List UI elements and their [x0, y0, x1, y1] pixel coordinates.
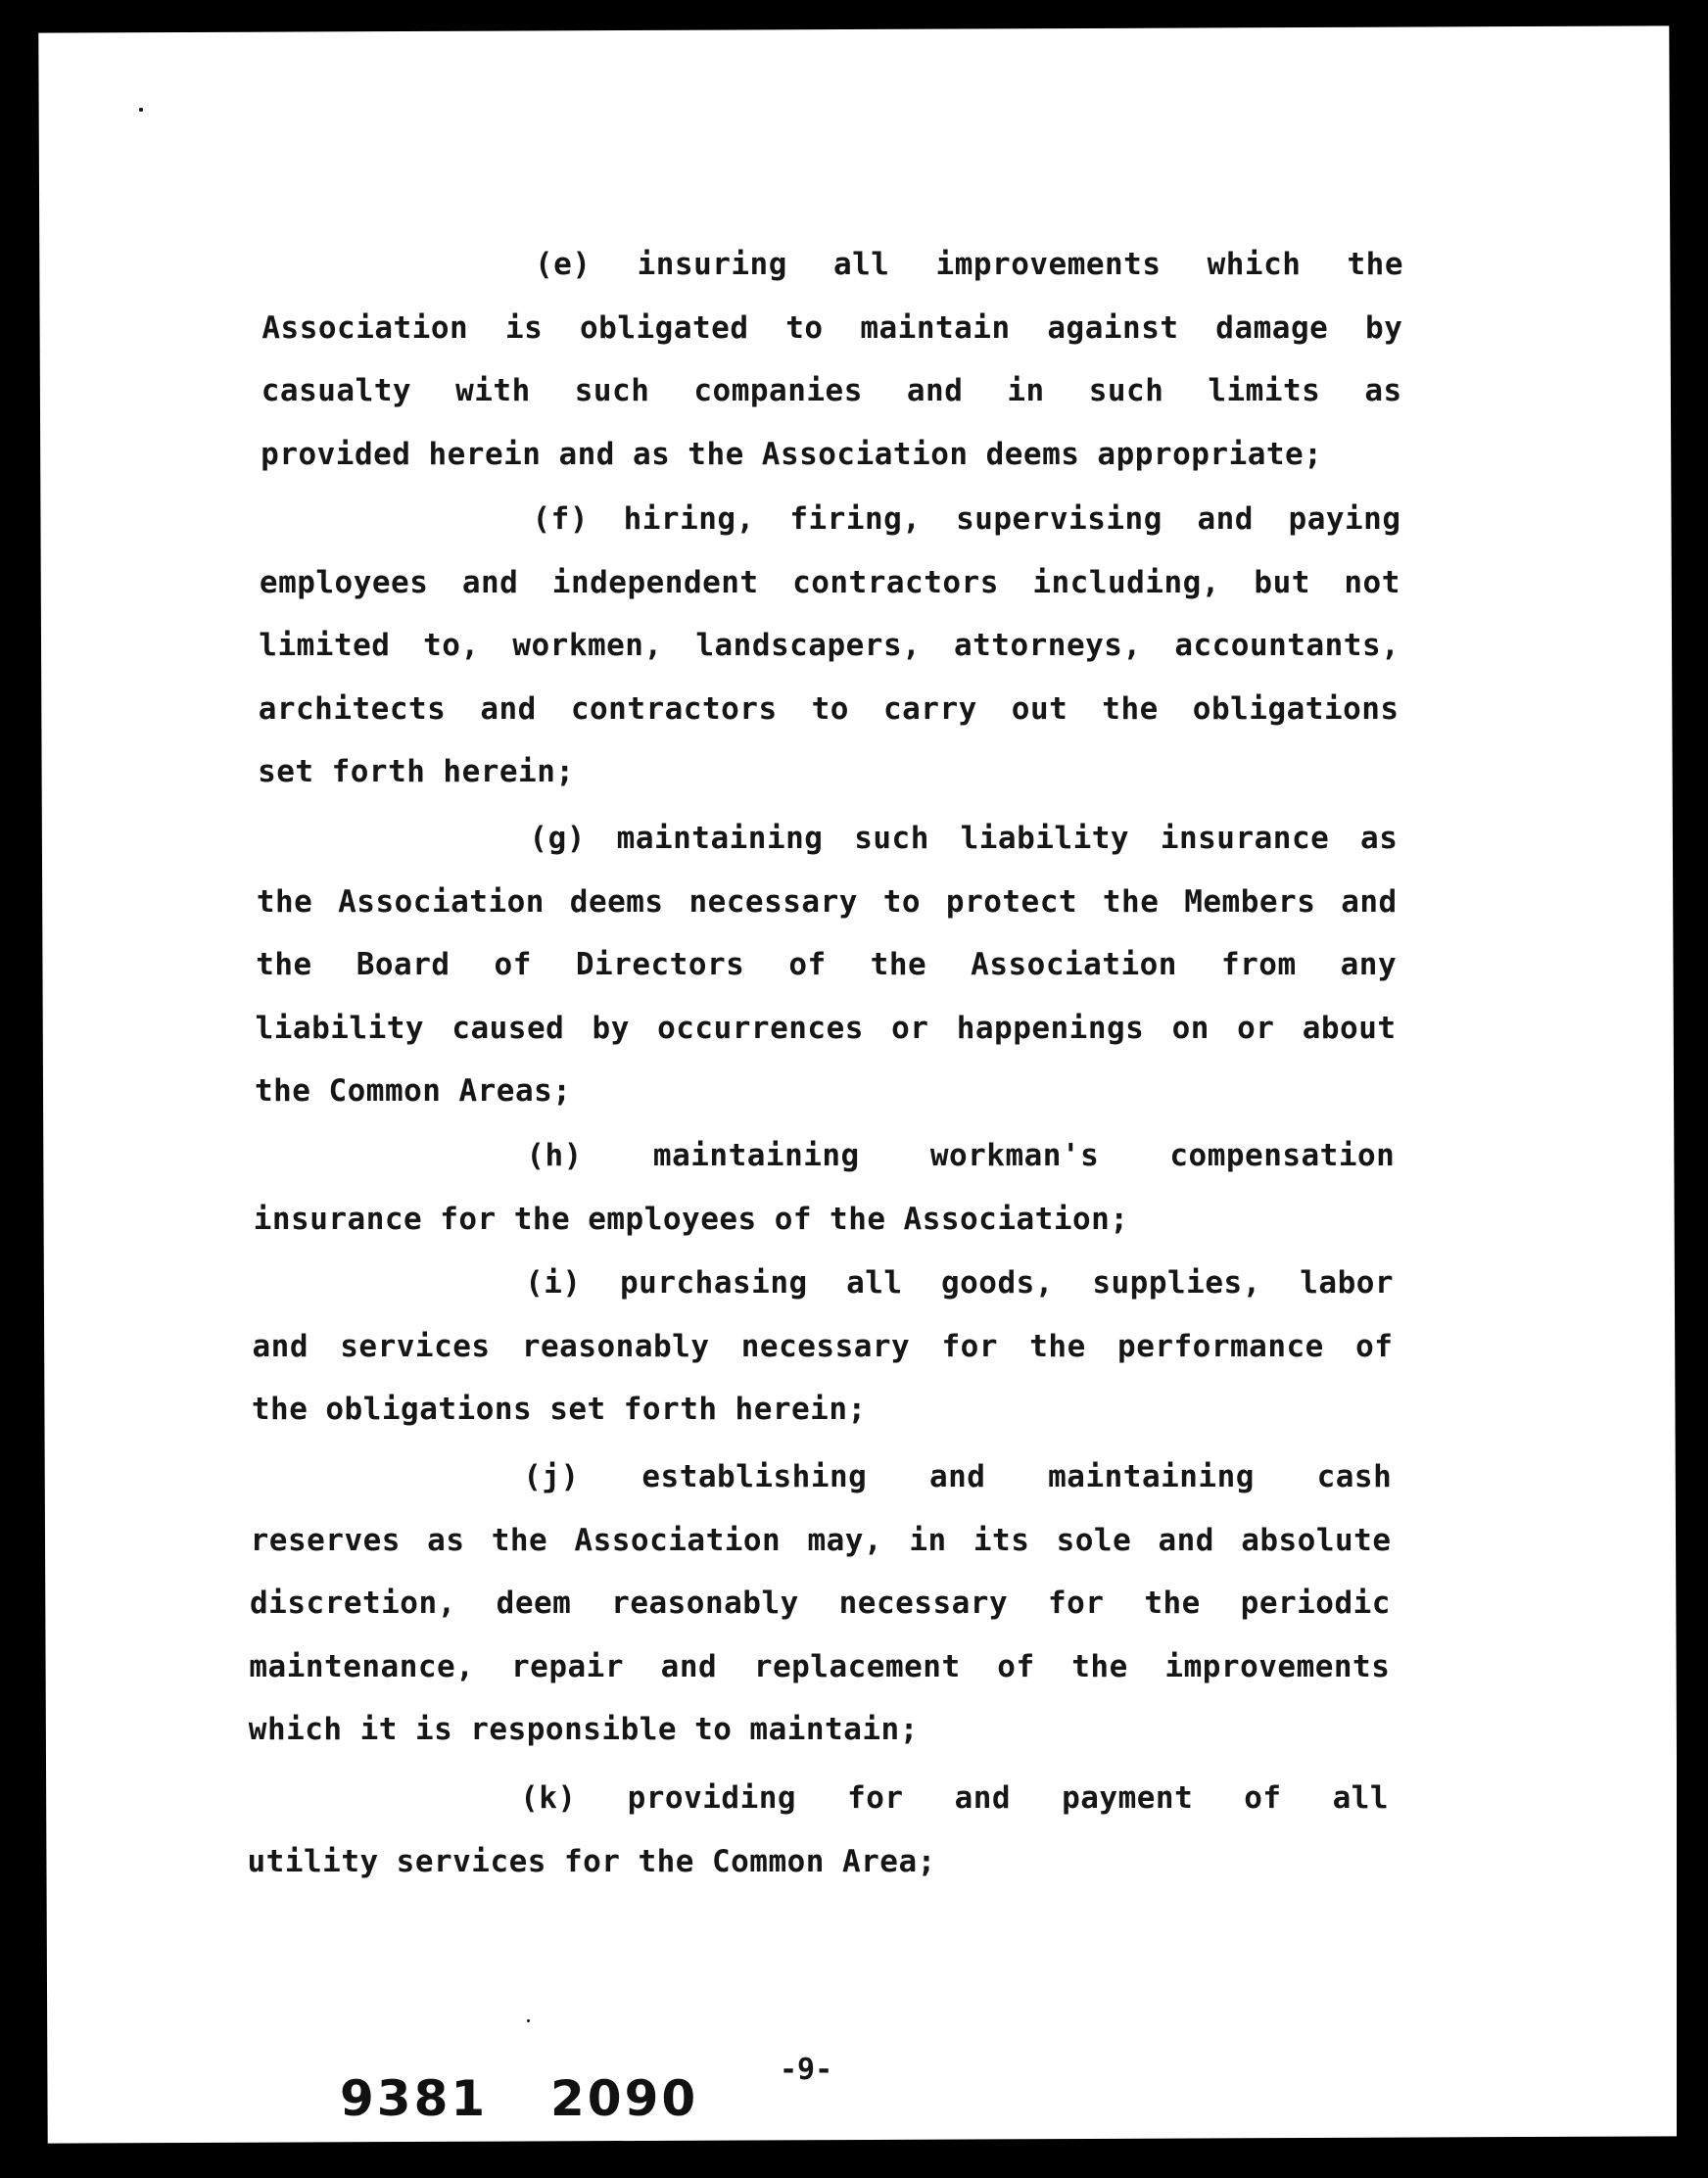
- word: may,: [807, 1522, 883, 1558]
- word: of: [788, 947, 827, 982]
- word: the: [1029, 1328, 1086, 1364]
- word: and: [954, 1780, 1012, 1816]
- paragraph-k-line-1: [520, 1778, 1389, 1818]
- word: Directors: [575, 947, 745, 982]
- word: Association: [971, 947, 1177, 982]
- word: set: [258, 754, 314, 789]
- word: from: [1220, 947, 1297, 982]
- word: it: [359, 1712, 398, 1747]
- word: to: [694, 1712, 733, 1747]
- word: payment: [1062, 1780, 1194, 1816]
- paragraph-e-line-1: [535, 245, 1403, 284]
- word: about: [1302, 1010, 1397, 1046]
- word: the: [1144, 1586, 1201, 1621]
- word: on: [1171, 1010, 1210, 1046]
- paragraph-i-line-2: [253, 1327, 1394, 1366]
- word: contractors: [792, 564, 999, 600]
- word: for: [941, 1328, 998, 1364]
- word: as: [632, 436, 671, 472]
- word: accountants,: [1174, 628, 1400, 663]
- word: in: [1007, 373, 1045, 408]
- word: reserves: [250, 1522, 401, 1558]
- word: the: [638, 1843, 694, 1879]
- word: necessary: [838, 1586, 1009, 1621]
- word: happenings: [956, 1010, 1145, 1046]
- word: (i): [525, 1265, 582, 1301]
- word: and: [906, 373, 964, 408]
- word: firing,: [789, 501, 922, 537]
- word: the: [491, 1522, 548, 1558]
- scan-speck: [139, 108, 143, 112]
- word: providing: [627, 1780, 797, 1816]
- word: Association: [261, 309, 469, 346]
- word: Common: [328, 1073, 442, 1109]
- word: repair: [511, 1648, 624, 1684]
- word: herein: [428, 436, 542, 472]
- word: and: [1158, 1522, 1214, 1558]
- word: deems: [985, 436, 1080, 472]
- word: which: [248, 1712, 343, 1747]
- word: necessary: [740, 1328, 911, 1364]
- word: provided: [261, 436, 411, 472]
- word: contractors: [570, 690, 778, 727]
- word: hiring,: [623, 501, 755, 537]
- paragraph-j-line-2: [251, 1521, 1392, 1560]
- word: appropriate;: [1097, 436, 1323, 472]
- word: Association;: [903, 1201, 1129, 1237]
- paragraph-g-line-4: [256, 1009, 1397, 1048]
- word: paying: [1288, 501, 1401, 537]
- paragraph-g-line-5: [255, 1071, 571, 1111]
- word: responsible: [470, 1712, 678, 1747]
- word: supervising: [956, 501, 1162, 537]
- word: limits: [1208, 373, 1321, 408]
- word: the: [1071, 1648, 1128, 1684]
- word: Members: [1184, 883, 1316, 920]
- word: such: [854, 821, 929, 856]
- word: discretion,: [250, 1586, 456, 1621]
- word: all: [832, 247, 890, 282]
- word: and: [1341, 883, 1398, 920]
- word: (f): [532, 501, 590, 537]
- word: to: [785, 309, 824, 346]
- word: the: [256, 947, 312, 982]
- word: improvements: [1164, 1648, 1391, 1684]
- word: the: [870, 947, 927, 982]
- word: caused: [451, 1010, 565, 1046]
- word: Board: [356, 947, 451, 982]
- word: workman's: [929, 1138, 1100, 1173]
- word: forth: [331, 754, 426, 789]
- word: replacement: [753, 1648, 961, 1684]
- word: forth: [623, 1392, 718, 1427]
- word: (g): [529, 821, 586, 856]
- word: obligated: [580, 309, 749, 346]
- word: as: [427, 1522, 465, 1558]
- word: herein;: [735, 1392, 867, 1427]
- word: and: [660, 1648, 718, 1684]
- word: set: [549, 1392, 606, 1427]
- word: to,: [423, 628, 480, 663]
- word: of: [1355, 1328, 1394, 1364]
- word: out: [1011, 690, 1068, 727]
- word: employees: [259, 564, 429, 600]
- word: purchasing: [620, 1265, 808, 1301]
- paragraph-j-line-4: [249, 1647, 1390, 1686]
- paragraph-j-line-1: [523, 1457, 1392, 1496]
- word: and: [480, 690, 537, 727]
- word: maintenance,: [249, 1648, 475, 1684]
- word: sole: [1056, 1522, 1132, 1558]
- word: or: [891, 1010, 929, 1046]
- word: the: [1102, 883, 1160, 920]
- word: maintain: [860, 309, 1011, 346]
- word: (h): [526, 1138, 583, 1173]
- word: the: [830, 1201, 886, 1237]
- word: insurance: [1160, 821, 1330, 856]
- word: by: [1365, 309, 1403, 346]
- word: the: [1102, 690, 1159, 727]
- word: performance: [1117, 1328, 1324, 1364]
- footer-number-right: 2090: [550, 2070, 699, 2127]
- paragraph-j-line-3: [250, 1584, 1391, 1623]
- paragraph-f-line-1: [533, 499, 1401, 539]
- word: independent: [551, 564, 759, 600]
- word: insurance: [253, 1201, 423, 1237]
- word: and: [558, 436, 615, 472]
- word: the: [254, 1073, 311, 1109]
- word: and: [928, 1459, 986, 1494]
- word: casualty: [261, 373, 412, 408]
- word: and: [1197, 501, 1254, 537]
- word: workmen,: [512, 628, 663, 663]
- word: periodic: [1240, 1586, 1391, 1621]
- word: maintaining: [616, 821, 824, 856]
- word: absolute: [1241, 1522, 1392, 1558]
- word: for: [563, 1843, 621, 1879]
- word: for: [440, 1201, 497, 1237]
- word: maintaining: [1048, 1459, 1255, 1494]
- paragraph-f-line-5: [258, 752, 574, 791]
- word: as: [1360, 821, 1399, 856]
- word: of: [1244, 1780, 1282, 1816]
- word: Association: [761, 436, 969, 472]
- word: by: [592, 1010, 630, 1046]
- word: labor: [1300, 1265, 1395, 1301]
- word: in: [909, 1522, 947, 1558]
- word: Association: [574, 1522, 782, 1558]
- word: as: [1364, 373, 1402, 408]
- paragraph-e-line-3: [261, 371, 1402, 410]
- word: damage: [1215, 309, 1329, 346]
- word: of: [997, 1648, 1035, 1684]
- word: reasonably: [521, 1328, 710, 1364]
- word: with: [455, 373, 531, 408]
- word: obligations: [1192, 690, 1400, 727]
- word: any: [1340, 947, 1398, 982]
- word: the: [251, 1392, 308, 1427]
- word: employees: [588, 1201, 757, 1237]
- word: occurrences: [657, 1010, 864, 1046]
- word: liability: [255, 1010, 425, 1046]
- word: and: [461, 564, 519, 600]
- word: services: [340, 1328, 491, 1364]
- word: improvements: [935, 247, 1162, 282]
- word: the: [256, 883, 313, 920]
- paragraph-f-line-2: [260, 563, 1400, 602]
- word: cash: [1316, 1459, 1393, 1494]
- word: limited: [259, 628, 391, 663]
- paragraph-g-line-1: [529, 819, 1398, 858]
- word: of: [494, 947, 532, 982]
- word: for: [1047, 1586, 1105, 1621]
- footer-number-left: 9381: [340, 2070, 489, 2127]
- word: obligations: [325, 1392, 533, 1427]
- word: such: [574, 373, 650, 408]
- word: companies: [693, 373, 863, 408]
- word: is: [504, 309, 544, 346]
- paragraph-f-line-4: [259, 689, 1400, 729]
- paragraph-g-line-3: [256, 945, 1397, 984]
- word: all: [1332, 1780, 1390, 1816]
- word: is: [414, 1712, 453, 1747]
- paragraph-j-line-5: [249, 1710, 919, 1749]
- word: landscapers,: [695, 628, 922, 663]
- word: including,: [1032, 564, 1220, 600]
- word: carry: [882, 690, 977, 727]
- word: supplies,: [1092, 1265, 1261, 1301]
- word: Association: [338, 883, 545, 920]
- paragraph-e-line-2: [261, 308, 1402, 348]
- word: architects: [258, 690, 447, 727]
- paragraph-h-line-2: [254, 1200, 1129, 1239]
- word: (j): [523, 1459, 580, 1494]
- paragraph-f-line-3: [259, 626, 1400, 665]
- word: Area;: [841, 1843, 936, 1879]
- word: not: [1344, 564, 1400, 600]
- word: which: [1207, 247, 1302, 282]
- word: the: [688, 436, 744, 472]
- word: deems: [569, 883, 664, 920]
- word: compensation: [1169, 1138, 1396, 1173]
- paragraph-k-line-2: [248, 1842, 936, 1881]
- word: to: [811, 690, 849, 727]
- word: (e): [535, 247, 592, 282]
- word: its: [973, 1522, 1030, 1558]
- word: protect: [945, 883, 1078, 920]
- paragraph-g-line-2: [257, 882, 1398, 922]
- paragraph-i-line-1: [525, 1263, 1394, 1302]
- paragraph-i-line-3: [252, 1390, 867, 1429]
- word: Common: [711, 1843, 825, 1879]
- word: or: [1237, 1010, 1275, 1046]
- word: such: [1088, 373, 1164, 408]
- word: but: [1254, 564, 1310, 600]
- paragraph-e-line-4: [261, 435, 1322, 474]
- word: for: [847, 1780, 904, 1816]
- word: services: [396, 1843, 546, 1879]
- page-number: -9-: [780, 2053, 833, 2087]
- word: maintaining: [652, 1138, 860, 1173]
- word: establishing: [641, 1459, 868, 1494]
- word: insuring: [637, 247, 787, 282]
- word: (k): [520, 1780, 577, 1816]
- word: goods,: [940, 1265, 1054, 1301]
- scan-speck: [527, 2019, 530, 2022]
- paragraph-h-line-1: [526, 1136, 1395, 1175]
- word: maintain;: [749, 1712, 919, 1747]
- word: the: [1347, 247, 1403, 282]
- word: attorneys,: [953, 628, 1142, 663]
- word: the: [513, 1201, 571, 1237]
- word: utility: [247, 1843, 379, 1879]
- word: of: [774, 1201, 813, 1237]
- word: and: [252, 1328, 308, 1364]
- word: deem: [496, 1586, 572, 1621]
- word: Areas;: [458, 1073, 572, 1109]
- word: liability: [960, 821, 1130, 856]
- word: necessary: [688, 883, 858, 920]
- word: to: [882, 883, 922, 920]
- word: herein;: [443, 754, 575, 789]
- word: reasonably: [611, 1586, 799, 1621]
- scan-edge-right: [1677, 0, 1708, 2178]
- word: all: [846, 1265, 903, 1301]
- word: against: [1047, 309, 1179, 346]
